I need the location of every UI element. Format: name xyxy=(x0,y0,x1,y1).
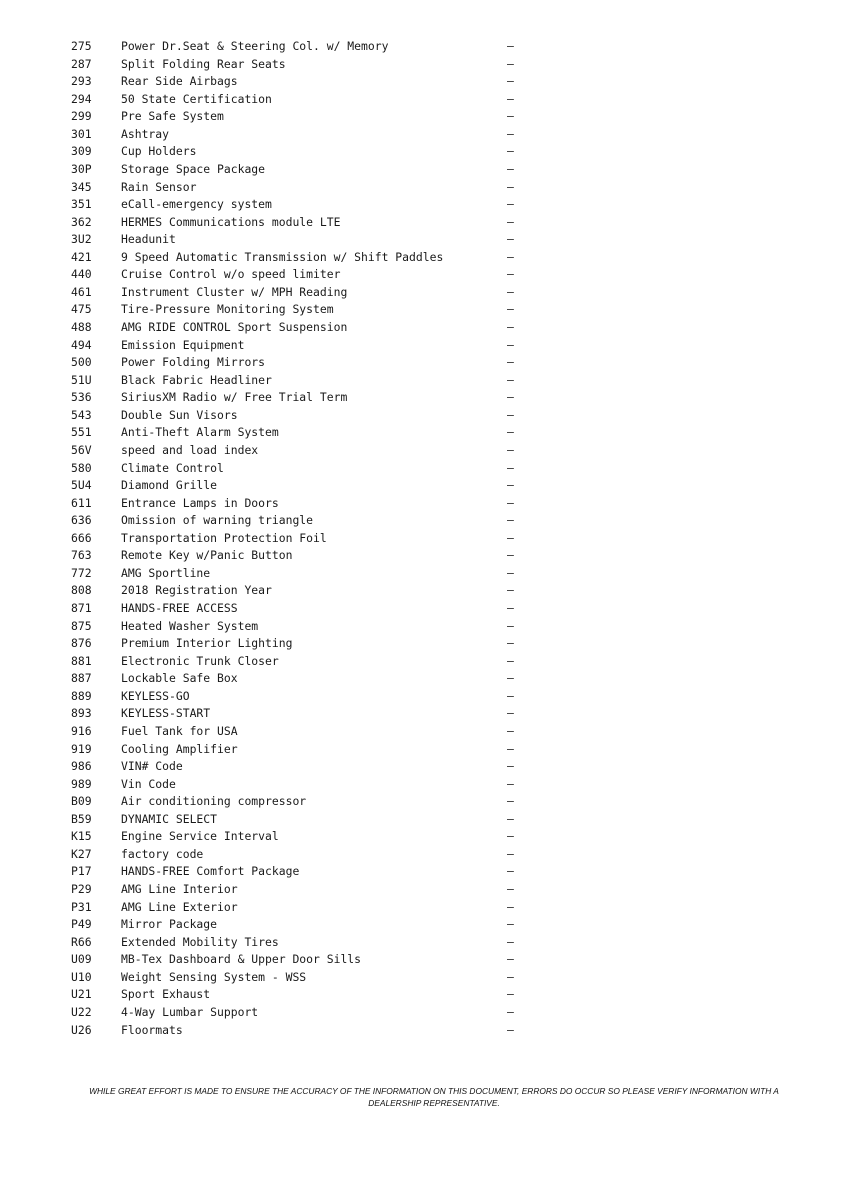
option-price: — xyxy=(507,179,514,194)
option-row xyxy=(0,723,848,741)
option-price: — xyxy=(507,565,514,580)
option-row xyxy=(0,828,848,846)
option-description: Lockable Safe Box xyxy=(121,671,238,686)
option-code: 500 xyxy=(71,355,92,370)
option-description: SiriusXM Radio w/ Free Trial Term xyxy=(121,390,348,405)
option-code: 293 xyxy=(71,74,92,89)
option-description: Floormats xyxy=(121,1022,183,1037)
option-code: 275 xyxy=(71,39,92,53)
option-description: Cruise Control w/o speed limiter xyxy=(121,267,341,282)
option-code: 580 xyxy=(71,460,92,475)
option-description: Electronic Trunk Closer xyxy=(121,653,279,668)
option-price: — xyxy=(507,899,514,914)
option-description: Heated Washer System xyxy=(121,618,259,633)
option-row xyxy=(0,512,848,530)
option-price: — xyxy=(507,759,514,774)
option-row xyxy=(0,73,848,91)
option-row xyxy=(0,530,848,548)
option-description: Anti-Theft Alarm System xyxy=(121,425,279,440)
option-price: — xyxy=(507,846,514,861)
option-row xyxy=(0,231,848,249)
option-price: — xyxy=(507,161,514,176)
option-price: — xyxy=(507,39,514,53)
option-row xyxy=(0,56,848,74)
option-code: U10 xyxy=(71,969,92,984)
option-code: 294 xyxy=(71,91,92,106)
option-price: — xyxy=(507,688,514,703)
option-row xyxy=(0,38,848,56)
option-price: — xyxy=(507,987,514,1002)
option-row xyxy=(0,582,848,600)
option-code: 887 xyxy=(71,671,92,686)
option-code: 345 xyxy=(71,179,92,194)
option-description: Storage Space Package xyxy=(121,161,266,176)
option-code: 808 xyxy=(71,583,92,598)
option-price: — xyxy=(507,478,514,493)
option-price: — xyxy=(507,864,514,879)
option-code: 763 xyxy=(71,548,92,563)
option-description: Emission Equipment xyxy=(121,337,245,352)
option-row xyxy=(0,477,848,495)
option-row xyxy=(0,951,848,969)
option-description: Premium Interior Lighting xyxy=(121,636,293,651)
option-description: Rain Sensor xyxy=(121,179,197,194)
option-description: Rear Side Airbags xyxy=(121,74,238,89)
option-code: U09 xyxy=(71,952,92,967)
option-price: — xyxy=(507,723,514,738)
option-row xyxy=(0,337,848,355)
option-description: Double Sun Visors xyxy=(121,407,238,422)
option-code: 362 xyxy=(71,214,92,229)
option-row xyxy=(0,600,848,618)
option-description: Climate Control xyxy=(121,460,224,475)
option-code: 666 xyxy=(71,530,92,545)
option-row xyxy=(0,934,848,952)
option-price: — xyxy=(507,794,514,809)
option-description: KEYLESS-START xyxy=(121,706,211,721)
option-price: — xyxy=(507,126,514,141)
option-description: Weight Sensing System - WSS xyxy=(121,969,307,984)
option-description: KEYLESS-GO xyxy=(121,688,190,703)
option-price: — xyxy=(507,811,514,826)
option-description: Diamond Grille xyxy=(121,478,218,493)
option-price: — xyxy=(507,144,514,159)
disclaimer xyxy=(70,1085,798,1109)
option-description: 50 State Certification xyxy=(121,91,272,106)
option-row xyxy=(0,266,848,284)
option-code: 309 xyxy=(71,144,92,159)
option-code: 56V xyxy=(71,442,92,457)
option-row xyxy=(0,442,848,460)
option-description: HANDS-FREE Comfort Package xyxy=(121,864,300,879)
option-description: AMG Line Interior xyxy=(121,882,238,896)
option-price: — xyxy=(507,530,514,545)
option-row xyxy=(0,108,848,126)
option-row xyxy=(0,372,848,390)
option-row xyxy=(0,670,848,688)
option-row xyxy=(0,793,848,811)
option-code: 989 xyxy=(71,776,92,791)
option-row xyxy=(0,179,848,197)
option-description: HERMES Communications module LTE xyxy=(121,214,341,229)
option-price: — xyxy=(507,91,514,106)
option-description: Headunit xyxy=(121,232,176,247)
option-description: AMG Line Exterior xyxy=(121,899,238,914)
option-price: — xyxy=(507,442,514,457)
option-price: — xyxy=(507,513,514,528)
option-price: — xyxy=(507,776,514,791)
option-code: U26 xyxy=(71,1022,92,1037)
option-price: — xyxy=(507,407,514,422)
option-code: 488 xyxy=(71,320,92,334)
option-description: speed and load index xyxy=(121,442,259,457)
option-description: Split Folding Rear Seats xyxy=(121,56,286,71)
option-description: Power Dr.Seat & Steering Col. w/ Memory xyxy=(121,39,389,53)
option-description: Engine Service Interval xyxy=(121,829,279,844)
option-code: P49 xyxy=(71,917,92,932)
option-description: Cup Holders xyxy=(121,144,197,159)
option-description: HANDS-FREE ACCESS xyxy=(121,601,238,615)
option-description: Cooling Amplifier xyxy=(121,741,238,756)
option-row xyxy=(0,91,848,109)
option-price: — xyxy=(507,214,514,229)
option-code: 893 xyxy=(71,706,92,721)
option-price: — xyxy=(507,1022,514,1037)
option-price: — xyxy=(507,636,514,651)
option-price: — xyxy=(507,969,514,984)
option-row xyxy=(0,846,848,864)
option-row xyxy=(0,196,848,214)
option-row xyxy=(0,284,848,302)
option-row xyxy=(0,161,848,179)
option-description: Instrument Cluster w/ MPH Reading xyxy=(121,284,348,299)
option-code: 919 xyxy=(71,741,92,756)
option-code: P31 xyxy=(71,899,92,914)
option-code: 475 xyxy=(71,302,92,317)
option-price: — xyxy=(507,618,514,633)
option-description: VIN# Code xyxy=(121,759,183,774)
option-code: 636 xyxy=(71,513,92,528)
option-code: K15 xyxy=(71,829,92,844)
option-price: — xyxy=(507,390,514,405)
option-code: 51U xyxy=(71,372,92,387)
option-price: — xyxy=(507,267,514,282)
option-row xyxy=(0,495,848,513)
option-price: — xyxy=(507,583,514,598)
option-code: 543 xyxy=(71,407,92,422)
option-code: B09 xyxy=(71,794,92,809)
option-price: — xyxy=(507,284,514,299)
disclaimer-line-2: DEALERSHIP REPRESENTATIVE. xyxy=(368,1098,500,1108)
option-description: DYNAMIC SELECT xyxy=(121,811,218,826)
option-price: — xyxy=(507,249,514,264)
option-row xyxy=(0,354,848,372)
option-description: Pre Safe System xyxy=(121,109,224,124)
disclaimer-line-1: WHILE GREAT EFFORT IS MADE TO ENSURE THE ACCURACY OF THE INFORMATION ON THIS DOCUMENT, ERRORS DO OCCUR SO PLEASE VERIFY INFORMATION WITH A xyxy=(89,1086,779,1096)
option-description: Omission of warning triangle xyxy=(121,513,314,528)
option-price: — xyxy=(507,653,514,668)
option-row xyxy=(0,424,848,442)
option-code: R66 xyxy=(71,934,92,949)
option-price: — xyxy=(507,109,514,124)
option-description: Fuel Tank for USA xyxy=(121,723,238,738)
option-description: AMG Sportline xyxy=(121,565,211,580)
option-row xyxy=(0,635,848,653)
options-list xyxy=(0,38,848,1039)
option-price: — xyxy=(507,425,514,440)
option-price: — xyxy=(507,601,514,615)
option-price: — xyxy=(507,74,514,89)
option-description: 2018 Registration Year xyxy=(121,583,272,598)
option-row xyxy=(0,899,848,917)
option-row xyxy=(0,460,848,478)
option-code: 3U2 xyxy=(71,232,92,247)
option-row xyxy=(0,407,848,425)
option-description: Air conditioning compressor xyxy=(121,794,307,809)
option-description: 4-Way Lumbar Support xyxy=(121,1004,259,1019)
option-price: — xyxy=(507,741,514,756)
option-price: — xyxy=(507,320,514,334)
option-description: Tire-Pressure Monitoring System xyxy=(121,302,334,317)
option-code: 351 xyxy=(71,197,92,212)
option-description: Power Folding Mirrors xyxy=(121,355,266,370)
option-code: 875 xyxy=(71,618,92,633)
option-price: — xyxy=(507,56,514,71)
option-row xyxy=(0,811,848,829)
option-row xyxy=(0,1004,848,1022)
option-description: Extended Mobility Tires xyxy=(121,934,279,949)
option-description: Mirror Package xyxy=(121,917,218,932)
option-row xyxy=(0,653,848,671)
option-description: MB-Tex Dashboard & Upper Door Sills xyxy=(121,952,362,967)
option-code: U22 xyxy=(71,1004,92,1019)
option-row xyxy=(0,758,848,776)
option-price: — xyxy=(507,372,514,387)
option-code: 871 xyxy=(71,601,92,615)
option-row xyxy=(0,881,848,899)
option-price: — xyxy=(507,1004,514,1019)
option-row xyxy=(0,863,848,881)
option-row xyxy=(0,143,848,161)
option-price: — xyxy=(507,197,514,212)
option-row xyxy=(0,618,848,636)
option-row xyxy=(0,741,848,759)
option-description: eCall-emergency system xyxy=(121,197,272,212)
option-row xyxy=(0,705,848,723)
option-price: — xyxy=(507,337,514,352)
option-description: Remote Key w/Panic Button xyxy=(121,548,293,563)
option-code: 889 xyxy=(71,688,92,703)
option-code: 494 xyxy=(71,337,92,352)
option-price: — xyxy=(507,355,514,370)
option-description: Ashtray xyxy=(121,126,170,141)
option-description: Black Fabric Headliner xyxy=(121,372,272,387)
option-description: Vin Code xyxy=(121,776,176,791)
option-code: 30P xyxy=(71,161,92,176)
option-price: — xyxy=(507,548,514,563)
option-row xyxy=(0,126,848,144)
option-code: 611 xyxy=(71,495,92,510)
option-row xyxy=(0,969,848,987)
option-price: — xyxy=(507,671,514,686)
option-code: 876 xyxy=(71,636,92,651)
option-price: — xyxy=(507,952,514,967)
option-code: P29 xyxy=(71,882,92,896)
option-code: 421 xyxy=(71,249,92,264)
option-code: 461 xyxy=(71,284,92,299)
option-price: — xyxy=(507,829,514,844)
option-row xyxy=(0,688,848,706)
option-row xyxy=(0,301,848,319)
option-description: AMG RIDE CONTROL Sport Suspension xyxy=(121,320,348,334)
option-price: — xyxy=(507,934,514,949)
option-code: K27 xyxy=(71,846,92,861)
option-price: — xyxy=(507,460,514,475)
option-row xyxy=(0,249,848,267)
option-code: 986 xyxy=(71,759,92,774)
option-code: 551 xyxy=(71,425,92,440)
option-code: 301 xyxy=(71,126,92,141)
option-code: U21 xyxy=(71,987,92,1002)
option-price: — xyxy=(507,495,514,510)
option-code: 287 xyxy=(71,56,92,71)
option-row xyxy=(0,986,848,1004)
option-price: — xyxy=(507,917,514,932)
option-price: — xyxy=(507,302,514,317)
option-code: 299 xyxy=(71,109,92,124)
option-price: — xyxy=(507,882,514,896)
option-row xyxy=(0,319,848,337)
option-code: 772 xyxy=(71,565,92,580)
option-code: 5U4 xyxy=(71,478,92,493)
option-code: 440 xyxy=(71,267,92,282)
option-price: — xyxy=(507,706,514,721)
option-row xyxy=(0,547,848,565)
option-row xyxy=(0,565,848,583)
option-row xyxy=(0,1022,848,1040)
option-description: factory code xyxy=(121,846,204,861)
option-code: 881 xyxy=(71,653,92,668)
option-row xyxy=(0,214,848,232)
option-code: 536 xyxy=(71,390,92,405)
option-description: 9 Speed Automatic Transmission w/ Shift Paddles xyxy=(121,249,444,264)
option-description: Transportation Protection Foil xyxy=(121,530,327,545)
option-row xyxy=(0,389,848,407)
option-description: Entrance Lamps in Doors xyxy=(121,495,279,510)
option-code: P17 xyxy=(71,864,92,879)
option-row xyxy=(0,916,848,934)
option-row xyxy=(0,776,848,794)
option-code: B59 xyxy=(71,811,92,826)
option-price: — xyxy=(507,232,514,247)
option-code: 916 xyxy=(71,723,92,738)
option-description: Sport Exhaust xyxy=(121,987,211,1002)
